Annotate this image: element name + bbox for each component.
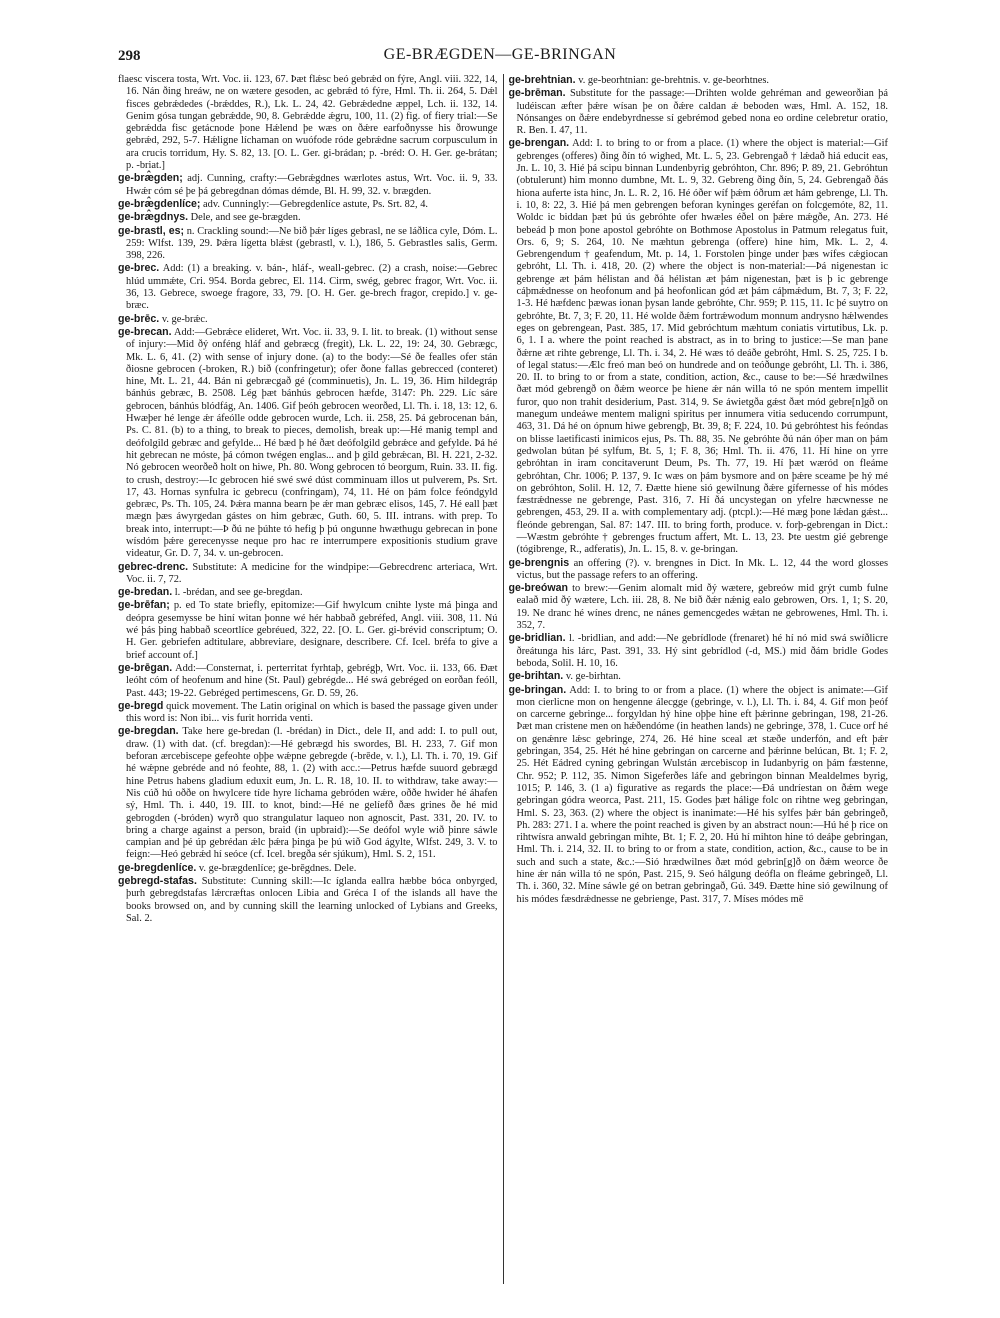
dictionary-entry [118, 326, 498, 561]
dictionary-entry [509, 632, 889, 670]
dictionary-entry [118, 725, 498, 861]
entry-headword: gebrec-drenc. [118, 560, 189, 573]
dictionary-entry [509, 137, 889, 556]
dictionary-entry [118, 198, 498, 211]
dictionary-entry [118, 211, 498, 224]
dictionary-entry [509, 74, 889, 87]
entry-headword: ge-brēfan; [118, 599, 170, 612]
dictionary-entry [509, 557, 889, 583]
entry-headword: ge-breówan [508, 582, 568, 595]
entry-headword: ge-bregd [118, 699, 164, 712]
entry-headword: ge-brengnis [508, 556, 570, 569]
entry-text: adj. Cunning, crafty:—Gebrǽgdnes wærlotes astus, Wrt. Voc. ii. 9, 33. Hwǽr cóm sé þe þá gebregdnan dómas démde, Bl. H. 99, 32. v. brægden. [126, 173, 498, 197]
text-columns [118, 74, 888, 1284]
entry-headword: ge-brēman. [508, 87, 566, 100]
entry-text: adv. Cunningly:—Gebregdenlíce astute, Ps. Srt. 82, 4. [203, 198, 429, 210]
dictionary-entry [118, 561, 498, 587]
dictionary-entry [118, 700, 498, 726]
entry-headword: ge-brec. [118, 262, 160, 275]
entry-headword: ge-bredan. [118, 586, 173, 599]
dictionary-entry [118, 862, 498, 875]
dictionary-entry [118, 599, 498, 661]
dictionary-entry [118, 172, 498, 198]
entry-text: an offering (?). v. brengnes in Dict. In Mk. L. 12, 44 the word glosses victus, but the passage refers to an offering. [516, 557, 888, 581]
left-column [118, 74, 498, 1284]
page-number: 298 [118, 48, 141, 64]
entry-text: Take here ge-bredan (l. -brédan) in Dict., dele II, and add: I. to pull out, draw. (1) with dat. (cf. bregdan):—Hé gebrægd his swordes, Bl. H. 233, 7. Gif mon beforan ærcebiscepe gefeohte oþþe wǽpne gebregde (-brēde, v. l.), Ll. Th. i. 70, 19. Gif hé wǽpne gebréde and nó feohte, 88, 1. (2) with acc.:—Petrus hæfde suuord gebrægd hine Petrus habens gladium eduxit eum, Jn. L. R. 18, 10. II. to withdraw, take away:—Nis cúð hú oððe on hwylcere tíde hyre líchama gebróden wǽre, oððe hwider hé áhafen sý, Hml. Th. i. 440, 19. III. to knot, bind:—Hé ne gelíefð ðæs grines ðe hé mid gebrogden (-bróden) wyrð quo strangulatur laqueo non agnoscit, Past. 331, 20. IV. to bring a charge against a person, braid (in upbraid):—Se deófol wyle wið þinre sáwle campian and þé úp gebrédan ǽlc þǽra þinga þe þú wið God ágylte, Wlfst. 249, 3. V. to feign:—Heó gebrǽd hí seóce (cf. Icel. bregða sér sjúkum), Hml. S. 2, 151. [126, 726, 498, 861]
entry-text: v. ge-beorhtnian: ge-brehtnis. v. ge-beorhtnes. [578, 75, 770, 86]
dictionary-entry [509, 684, 889, 906]
dictionary-entry [118, 586, 498, 599]
entry-text: quick movement. The Latin original on which is based the passage given under this word is: Non ibi... vis furit horrida venti. [126, 700, 498, 725]
dictionary-entry [118, 74, 498, 172]
dictionary-entry [509, 87, 889, 137]
entry-text: Add:—Consternat, i. perterritat fyrhtaþ, gebrégþ, Wrt. Voc. ii. 133, 66. Ðæt leóht cóm of heofenum and hine (St. Paul) gebrégde... Hé swá gebréged on eorðan feóll, Past. 443; 19-22. Gebréged pertimescens, Gr. D. 59, 26. [126, 662, 498, 699]
entry-text: to brew:—Genim alomalt mid ðý wætere, gebreów mid grýt cumb fulne ealað mid ðý wætere, Lch. iii. 28, 8. Ne bið ðǽr nǽnig ealo gebrowen, Ors. 1, 1; S. 20, 19. Ne dranc hé wínes drenc, ne nánes gemencgedes wǽtan ne gebrowenes, Hml. Th. i. 352, 7. [516, 583, 888, 632]
entry-headword: ge-bregdenlíce. [118, 861, 197, 874]
entry-headword: ge-brengan. [508, 137, 570, 150]
entry-text: l. -brédan, and see ge-bregdan. [174, 587, 303, 599]
running-head: GE-BRÆGDEN—GE-BRINGAN [383, 46, 617, 63]
entry-headword: ge-brēgan. [118, 661, 173, 674]
entry-text: Substitute for the passage:—Drihten wolde gehréman and geweorðian þá ludéiscan æfter þǽre wísan þe on ðǽre caldan ǽ beboden wæs, Hml. A. 152, 18. Nónsanges on ðǽre endebyrdnesse sí gebrémod gebed nona eo ordine celebretur oratio, R. Ben. I. 47, 11. [516, 88, 888, 137]
entry-headword: ge-bringan. [508, 683, 567, 696]
entry-headword: ge-bræ̂gden; [118, 172, 183, 185]
entry-headword: ge-brecan. [118, 325, 172, 338]
entry-text: Dele, and see ge-brægden. [190, 212, 301, 224]
dictionary-entry [118, 875, 498, 925]
entry-text: l. -bridlian, and add:—Ne gebrídlode (frenaret) hé hí nó mid swá swíðlicre ðreátunga his lárc, Past. 391, 33. Hý sint gebrídlod (-d, MS.) mid ðám bridle Godes beboda, Solil. H. 10, 16. [516, 633, 888, 669]
dictionary-entry [118, 262, 498, 312]
entry-headword: ge-bridlian. [508, 632, 566, 645]
entry-text: v. ge-birhtan. [565, 671, 621, 683]
entry-text: v. ge-brægdenlíce; ge-brēgdnes. Dele. [198, 862, 357, 874]
column-divider [503, 74, 504, 1284]
entry-text: Add: (1) a breaking. v. bán-, hláf-, weall-gebrec. (2) a crash, noise:—Gebrec hlúd ummǽte, Cri. 954. Borda gebrec, El. 114. Cirm, swég, gebrec fragor, Wrt. Voc. ii. 36, 13. Gebrece, swoege fragore, 33, 79. [O. H. Ger. ge-brech fragor, crepido.] v. ge-bræc. [126, 263, 498, 312]
entry-headword: ge-brehtnian. [508, 74, 576, 86]
entry-text: Add:—Gebrǽce elideret, Wrt. Voc. ii. 33, 9. I. lit. to break. (1) without sense of injury:—Mid ðý onféng hláf and gebræcg (fregit), Lk. L. 22, 19: 24, 30. Gebrægc, Mk. L. 6, 41. (2) with sense of injury done. (a) to the body:—Sé ðe fealles ofer stán ðiosne gebrocen (-broken, R.) bið (confringetur); ofer ðone fallas gebrecced (conteret) hine, Mt. L. 21, 44. Bán ni gebræcgað gé (comminuetis), Jn. L. 19, 36. Him hildegráp bánhús gebræc, B. 2508. Lég þæt bánhús gebrocen hæfde, 3147: Ph. 229. Líc sáre gebrocen, bánhús blódfág, An. 1406. Gif þeóh gebrocen weorðed, Ll. Th. i. 18, 13: 12, 6. Hwæþer hé lenge ǽr áfeólle odde gebrocen wurde, Lch. ii. 258, 25. Þá gebrocenan bán, Ps. C. 81. (b) to a thing, to break to pieces, demolish, break up:—Hé manig templ and deófolgild gebræc and gefylde... Hé bæd þ hé ðæt deófolgild gebrǽce and gefylde. Þá hé hit gebrecan ne móste, þá cómon twégen englas... and þ gild gebrǽcan, Bl. H. 221, 2-32. Nó gebrocen weorðeð holt on hiwe, Ph. 80. Wong gebrocen tó beorgum, Ruin. 33. II. fig. to crush, destroy:—Ic gebrocen hié swé swé dúst comminuam illos ut pulverem, Ps. Srt. 17, 43. Hornas synfulra ic gebrecu (confringam), 74, 11. Hé on þám folce feóndgyld gebræc, Ps. Th. 105, 24. Þǽra manna bearn þe ǽr man gebræc elisos, 145, 7. Hé eall þæt mægn þæs áwyrgedan gástes on him gebræc, Guth. 60, 5. III. intrans. with prep. To break into, interrupt:—Þ ðú ne þúhte tó hefig þ þú ongunne hwæthugu gebrecan in þone wísdóm þǽre gerecenysse neque pro hac re interrumpere expositionis studium grave videatur, Gr. D. 7, 34. v. un-gebrocen. [126, 326, 498, 560]
entry-headword: ge-brastl, es; [118, 224, 185, 237]
dictionary-entry [509, 582, 889, 632]
entry-text: flaesc viscera tosta, Wrt. Voc. ii. 123, 67. Þæt flǽsc beó gebrǽd on fýre, Angl. viii. 322, 14, 16. Nán ðing hreáw, ne on wætere gesoden, ac gebrǽd tó fýre, Hml. Th. ii. 264, 5. Dǽl fisces gebrǽdedes (-brǽddes, R.), Lk. L. 24, 42. Gebrǽdedne æppel, Lch. ii. 132, 14. Genim gósa tungan gebrǽdde, 90, 8. Gebrǽdde ǽgru, 100, 11. (2) fig. of fiery trial:—Se gebrǽdda fisc getácnode þone Hǽlend þe wæs on ðǽre earfoðnysse his ðrowunge gebrǽd, 292, 5-7. Hǽligne líchaman on wuófode róde gebrǽdne sacrum corpusculum in ara crucis torridum, Hy. S. 82, 13. [O. L. Ger. gi-brádan; p. -bréd: O. H. Ger. ge-brátan; p. -briat.] [118, 74, 498, 172]
entry-headword: gebregd-stafas. [118, 875, 197, 887]
entry-text: Substitute: Cunning skill:—Ic íglanda eallra hæbbe bóca onbyrged, þurh gebregdstafas lǽrcræftas onlocen Libia and Gréca I of the islands all have the books browsed on, and by cunning skill the learning unlocked of Lybians and Greeks, Sal. 2. [126, 876, 498, 924]
entry-text: v. ge-brǽc. [161, 313, 208, 325]
dictionary-entry [118, 225, 498, 263]
entry-headword: ge-brēc. [118, 312, 160, 325]
entry-headword: ge-bræ̂gdenlíce; [118, 197, 201, 210]
entry-text: n. Crackling sound:—Ne bið þǽr líges gebrasl, ne se láðlica cyle, Dóm. L. 259: Wlfst. 139, 29. Þǽra lígetta blǽst (gebrastl, v. l.), 186, 5. Gebrastles salis, Germ. 398, 226. [126, 225, 498, 262]
dictionary-entry [118, 313, 498, 326]
entry-headword: ge-bregdan. [118, 725, 179, 738]
entry-headword: ge-bræ̂gdnys. [118, 211, 189, 224]
dictionary-entry [509, 670, 889, 683]
entry-text: Substitute: A medicine for the windpipe:—Gebrecdrenc arteriaca, Wrt. Voc. ii. 7, 72. [126, 561, 498, 585]
entry-text: p. ed To state briefly, epitomize:—Gif hwylcum cnihte lyste má þinga and deópra gesemysse be hiní witan þonne wé hér habbað gebréfed, Angl. viii. 308, 11. Nú wé þás þing habbað sceortlíce gebréued, 322, 22. [O. L. Ger. gi-brévid conscriptum; O. H. Ger. gebriefen adtitulare, abbreviare, designare, describere. Cf. Icel. bréfa to give a brief account of.] [126, 600, 498, 661]
right-column [509, 74, 889, 1284]
entry-text: Add: I. to bring to or from a place. (1) where the object is material:—Gif gebrenges (offeres) ðing ðín tó wighed, Mt. L. 5, 23. Gebrengað † lǽdað hiá educit eas, Jn. L. 10, 3. Hié þá scipu binnan Lundenbyrig gebróhton, Chr. 896; P. 89, 21. Gebróhtun (obtulerunt) him monno dumbne, Mt. L. 9, 32. Gebreng ðing ðín, 5, 24. Gebrengað ðás hiona auferte ista hinc, Jn. L. R. 2, 16. Hé óðer wíf þǽm óðrum æt hám gebrenge, Ll. Th. i. 10, 8: 22, 3. Hié þá men gebrengen beforan kyninges geréfan on folcgemóte, 82, 11. Woldc ic biddan þæt þú ús gebróhte ofer hwæles éðel on þǽre mǽgðe, An. 273. Hé bebeád þ mon þone apostol gebróhte on Bothmose Apostolus in Patmum relegatus fuit, Ors. 6, 9; S. 264, 10. Ne mæhtun gebrenga (offere) hine him, Mk. L. 2, 4. Gebrengendum † geafendum, Mt. p. 14, 1. Forstolen þinge under þæs wífes cǽgiocan gebróht, Ll. Th. i. 418, 20. (2) where the object is non-material:—Þá nigenestan ic gebrenge æt þám hélistan and ðá hélistan æt þám nigenestan, þæt is þ ic gebrenge cáþmǽdnesse on heofonum and þá heofonlican gód æt þám cáþmǽdum, Bt. 7, 3; F. 22, 1-3. Hé hæfdenc þæwas ionan þysan lande gebróhte, Chr. 959; P. 115, 11. Ic þé suytro on gebróhte, Bt. 7, 3; F. 20, 11. Hé wolde ðǽm fortrǽwodum monnum andrysno hǽlwendes eges on gebrengean, Past. 385, 17. Mid gebróchtum mæhtum coniatis virtutibus, Lk. p. 6, 1. I a. where the point reached is abstract, as in to bring to justice:—Se man þane ðǽrne æt rihte gebrenge, Ll. Th. i. 34, 2. Hé wæs tó deáðe gebróht, Hml. S. 25, 725. I b. of legal status:—Ælc freó man beó on hundrede and on teóðunge gebróht, Ll. Th. i. 386, 20. II. to bring to or from a state, condition, action, &c., cause to be:—Sé hrædwilnes ðæt mód gebrengð on ðǽm weorce þe hiene ǽr nán willa tó ne spón mentem impellit furor, quo non trahit desiderium, Past. 314, 9. Se áwietgða gǽst ðæt mód gebre[n]gð on manegum undeáwe mentem maligni spiritus per innumera vitia seducendo corrumpunt, 463, 31. Dá hé on ópnum hiwe gebrengþ, Bt. 39, 8; F. 224, 10. Þú gebróhtest his feóndas on blisse laetificasti inimicos ejus, Ps. Th. 88, 35. Ne gebróhte ðú nán óþer man on þám gedwolan bútan þé sylfum, Bt. 5, 1; F. 8, 36; Hml. Th. ii. 476, 11. Hí hine on yrre gebróhtan in iram concitaverunt Deum, Ps. Th. 77, 19. Hí þæt wæród on fleáme gebróhtan, Chr. 1006; P. 137, 9. Ic wæs on þám bysmore and on þǽre sceame þe hý mé on gebróhton, Solil. H. 12, 7. Ðætte hiene sió gewilnung ðǽre gífernesse of his módes fæstrǽdnesse ne gebrenge, Past. 316, 7. Hí ðá uncystegan on yfelre hæcwnesse ne gebrengen, 453, 29. II a. with complementary adj. (ptcpl.):—Hé mæg þone lǽdan gǽst... fleónde gebrengan, Sal. 87: 147. III. to bring forth, produce. v. forþ-gebrengan in Dict.:—Wæstm gebróhte † gebrenges fructum affert, Mt. L. 13, 23. Þte uestm gié gebrenge (tógibrenge, R., adferatis), Jn. L. 15, 8. v. ge-bringan. [516, 138, 888, 556]
dictionary-entry [118, 662, 498, 700]
entry-text: Add: I. to bring to or from a place. (1) where the object is animate:—Gif mon cierlicne mon on hengenne álecgge (gebringe, v. l.), Ll. Th. i. 84, 4. Gif mon þeóf on carcerne gebringe... forgyldan hý hine oþþe hine eft þǽrinne gebringan, 198, 21-26. Þæt man cristene men on hǽðendóme (in heathen lands) ne gebringe, 378, 1. Cuce orf hé on genǽnre lǽsc gebringe, 274, 26. Hé hine sceal æt stæðe underfón, and eft þǽr gebringan, 354, 25. Hét hé hine gebringan on carcerne and þǽrinne belúcan, Bt. 1; F. 2, 25. Hét Eádred cyning gebringan Wulstán ærcebiscop in Iudanbyrig on þám fæstenne, Chr. 952; P. 112, 35. Nimon Sigeferðes láfe and gebringon binnan Mealdelmes byrig, 1015; P. 146, 3. (1 a) figurative as regards the place:—Ðá undríestan on ðǽm wege gebringan gódra weorca, Past. 211, 15. Godes þæt hálige folc on rihtne weg gebringan, Hml. S. 23, 363. (2) where the object is inanimate:—Hé his sylfes þǽr bán gebringeð, Ph. 283: 271. I a. where the point reached is given by an abstract noun:—Hú hé þ rice on rihtwísra anwald gebringan mihte, Bt. 1; F. 2, 20. Hú hí mihton hine tó deáþe gebringan, Hml. Th. i. 214, 32. II. to bring to or from a state, condition, action, &c., cause to be in such and such a state, &c.:—Sió hrædwilnes ðæt mód gebrin[g]ð on ðǽm weorce ðe hine ǽr nán willa tó ne spón, Past. 215, 9. Seó hálgung deófla on fleáme gebringeð, Ll. Th. i. 360, 32. Míne sáwle gé on betran gebringað, Gú. 349. Ðætte hine sió gewilnung of his módes fæsdrǽdnesse ne gebrienge, Past. 317, 7. Míses módes mē [516, 684, 888, 905]
entry-headword: ge-brihtan. [508, 670, 564, 683]
